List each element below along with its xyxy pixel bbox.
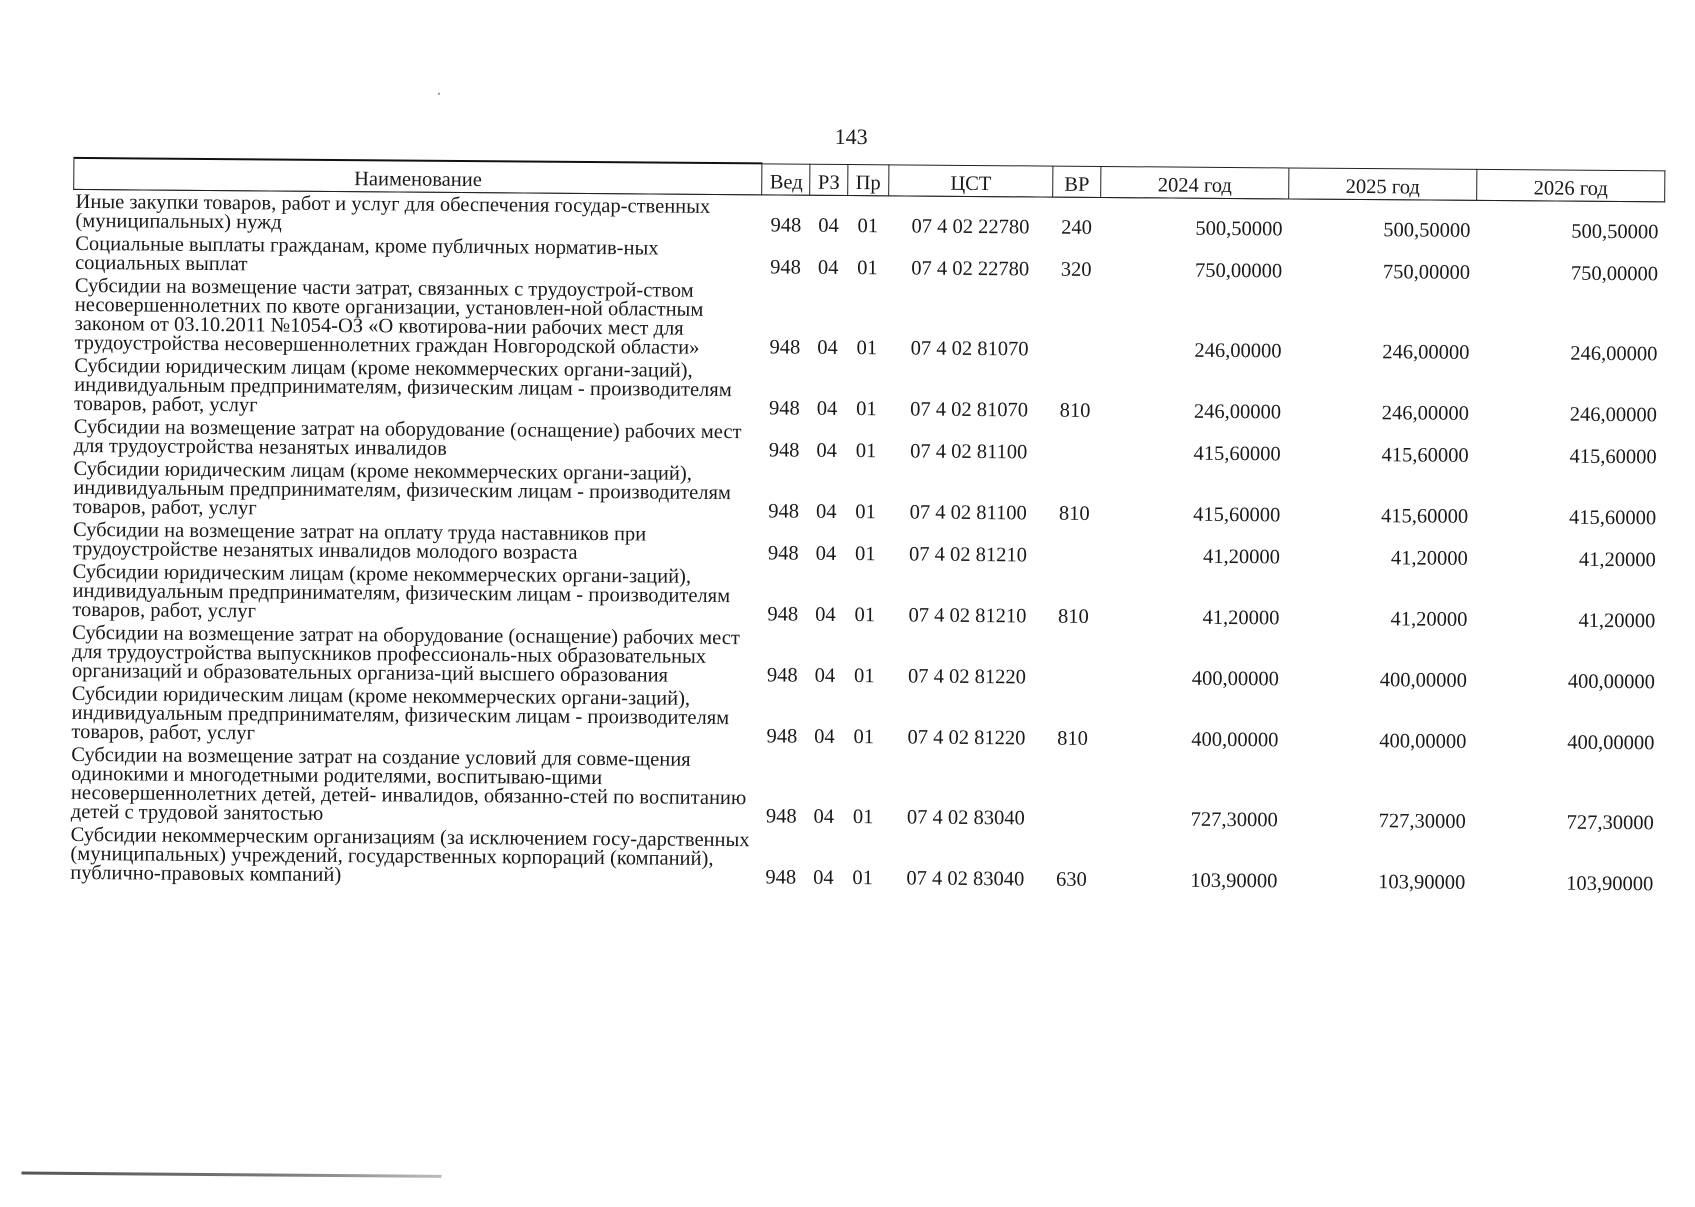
row-amount-2025: 415,60000: [1381, 444, 1469, 467]
row-amount-2025: 750,00000: [1382, 261, 1471, 284]
row-amount-2024: 103,90000: [1190, 869, 1278, 893]
row-ved: 948: [765, 805, 797, 828]
row-vr: [1050, 526, 1098, 568]
row-amount-2024: 246,00000: [1194, 339, 1282, 363]
row-vr: [1048, 751, 1097, 831]
row-vr: 810: [1058, 502, 1090, 525]
row-amount-2026: 246,00000: [1570, 342, 1658, 366]
row-ved: 948: [768, 500, 800, 523]
row-amount-2025: 500,50000: [1383, 219, 1471, 242]
row-ved: 948: [767, 603, 799, 626]
row-amount-2025: 400,00000: [1379, 730, 1467, 753]
row-cst: 07 4 02 81220: [907, 665, 1027, 689]
row-cst: 07 4 02 22780: [911, 215, 1030, 239]
row-amount-2026: 415,60000: [1568, 506, 1657, 530]
row-ved: 948: [767, 542, 799, 565]
row-cst: 07 4 02 81070: [910, 337, 1029, 361]
header-rz: РЗ: [810, 164, 847, 196]
row-name: Субсидии на возмещение затрат на создание условий для совме-щения одинокими и многодетными родителями, воспитываю-щими несовершеннолетних детей, детей- инвалидов, обязанно-стей по воспитанию детей с трудовой занятостью: [70, 743, 747, 825]
header-2026: 2026 год: [1477, 169, 1665, 202]
row-amount-2024: 41,20000: [1202, 545, 1280, 569]
header-2025: 2025 год: [1289, 167, 1477, 200]
row-name: Субсидии юридическим лицам (кроме некоммерческих органи-заций), индивидуальным предпринимателям, физическим лицам - производителям товаров, работ, услуг: [73, 354, 732, 417]
row-name: Субсидии на возмещение части затрат, связанных с трудоустрой-ством несовершеннолетних по квоте организации, установлен-ной областным законом от 03.10.2011 №1054-ОЗ «О квотирова-нии рабочих мест для трудоустройства несовершеннолетних граждан Новгородской области»: [74, 274, 704, 359]
row-amount-2024: 727,30000: [1190, 808, 1278, 832]
header-cst: ЦСТ: [889, 164, 1053, 197]
row-vr: [1051, 423, 1099, 465]
row-pr: 01: [857, 215, 879, 238]
row-amount-2025: 103,90000: [1378, 871, 1466, 894]
row-ved: 948: [768, 397, 800, 420]
row-name: Иные закупки товаров, работ и услуг для обеспечения государ-ственных (муниципальных) нужд: [75, 190, 711, 234]
row-pr: 01: [855, 440, 877, 463]
row-pr: 01: [852, 867, 874, 890]
row-amount-2026: 400,00000: [1567, 670, 1655, 694]
budget-table: [68, 157, 1666, 896]
row-pr: 01: [857, 257, 878, 280]
row-amount-2024: 500,50000: [1195, 217, 1283, 241]
row-amount-2026: 415,60000: [1569, 445, 1657, 469]
row-cst: 07 4 02 81220: [907, 726, 1026, 750]
header-ved: Вед: [762, 163, 810, 195]
row-name: Социальные выплаты гражданам, кроме публичных норматив-ных социальных выплат: [75, 232, 659, 276]
row-amount-2025: 415,60000: [1380, 505, 1469, 528]
row-pr: 01: [854, 543, 876, 566]
row-ved: 948: [769, 336, 801, 359]
row-pr: 01: [853, 665, 875, 688]
row-pr: 01: [855, 501, 876, 524]
table-row: [70, 621, 1661, 694]
header-vr: ВР: [1053, 166, 1101, 198]
page-number: 143: [834, 123, 868, 150]
header-2024: 2024 год: [1101, 166, 1289, 199]
row-pr: 01: [853, 726, 875, 749]
row-vr: [1049, 629, 1098, 690]
row-ved: 948: [770, 256, 802, 279]
row-cst: 07 4 02 83040: [906, 806, 1025, 830]
row-vr: 630: [1055, 868, 1087, 891]
row-amount-2026: 246,00000: [1569, 403, 1658, 427]
row-rz: 04: [816, 439, 838, 462]
row-pr: 01: [852, 806, 874, 829]
row-vr: 810: [1057, 727, 1088, 750]
row-rz: 04: [813, 866, 834, 889]
row-rz: 04: [813, 805, 835, 828]
row-ved: 948: [766, 725, 798, 748]
row-vr: [1051, 282, 1100, 362]
row-cst: 07 4 02 22780: [911, 257, 1030, 281]
row-rz: 04: [815, 500, 837, 523]
row-rz: 04: [817, 336, 838, 359]
table-row: [72, 274, 1664, 366]
row-rz: 04: [815, 542, 837, 565]
row-name: Субсидии юридическим лицам (кроме некоммерческих органи-заций), индивидуальным предпринимателям, физическим лицам - производителям товаров, работ, услуг: [72, 560, 731, 623]
row-pr: 01: [856, 398, 877, 421]
row-vr: 810: [1059, 399, 1091, 422]
table-row: [69, 743, 1661, 835]
row-vr: 320: [1060, 258, 1092, 281]
row-rz: 04: [818, 214, 839, 237]
header-name: Наименование: [74, 158, 763, 195]
row-rz: 04: [814, 664, 836, 687]
table-row: [68, 823, 1659, 896]
row-rz: 04: [816, 397, 838, 420]
row-pr: 01: [856, 337, 878, 360]
row-ved: 948: [768, 439, 800, 462]
row-rz: 04: [815, 603, 836, 626]
row-cst: 07 4 02 81210: [908, 543, 1027, 567]
row-amount-2025: 41,20000: [1390, 608, 1468, 631]
row-rz: 04: [814, 725, 835, 748]
table-body: [68, 189, 1664, 896]
row-cst: 07 4 02 81100: [909, 501, 1027, 525]
row-amount-2025: 246,00000: [1381, 402, 1470, 425]
row-name: Субсидии на возмещение затрат на оборудование (оснащение) рабочих мест для трудоустройства незанятых инвалидов: [73, 415, 742, 460]
row-ved: 948: [770, 214, 802, 237]
row-amount-2025: 246,00000: [1382, 341, 1470, 364]
row-name: Субсидии юридическим лицам (кроме некоммерческих органи-заций), индивидуальным предпринимателям, физическим лицам - производителям товаров, работ, услуг: [73, 457, 732, 520]
footer-rule: [21, 1172, 441, 1178]
row-name: Субсидии юридическим лицам (кроме некоммерческих органи-заций), индивидуальным предпринимателям, физическим лицам - производителям товаров, работ, услуг: [71, 682, 730, 745]
row-amount-2025: 400,00000: [1379, 669, 1467, 692]
row-name: Субсидии на возмещение затрат на оборудование (оснащение) рабочих мест для трудоустройства выпускников профессиональ-ных образовательных организаций и образовательных организа-ций высшего образования: [71, 621, 740, 687]
row-name: Субсидии некоммерческим организациям (за исключением госу-дарственных (муниципальных) учреждений, государственных корпораций (компаний), публично-правовых компаний): [70, 823, 750, 887]
row-cst: 07 4 02 81210: [908, 604, 1027, 628]
row-amount-2024: 750,00000: [1194, 259, 1283, 283]
row-ved: 948: [765, 866, 797, 889]
row-pr: 01: [854, 604, 876, 627]
row-name: Субсидии на возмещение затрат на оплату труда наставников при трудоустройстве незанятых инвалидов молодого возраста: [72, 518, 647, 564]
row-amount-2024: 41,20000: [1202, 606, 1280, 630]
row-cst: 07 4 02 83040: [906, 867, 1025, 891]
row-amount-2026: 727,30000: [1566, 811, 1654, 835]
row-amount-2026: 41,20000: [1578, 609, 1656, 633]
header-pr: Пр: [847, 164, 889, 196]
row-amount-2026: 41,20000: [1578, 548, 1656, 572]
row-amount-2026: 750,00000: [1570, 262, 1659, 286]
row-rz: 04: [817, 256, 839, 279]
row-cst: 07 4 02 81100: [910, 440, 1028, 464]
row-amount-2024: 415,60000: [1193, 442, 1281, 466]
row-amount-2025: 41,20000: [1390, 547, 1468, 570]
row-amount-2026: 400,00000: [1567, 731, 1655, 755]
row-amount-2024: 246,00000: [1193, 400, 1282, 424]
row-ved: 948: [766, 664, 798, 687]
row-vr: 810: [1057, 605, 1089, 628]
row-amount-2024: 400,00000: [1191, 728, 1279, 752]
row-amount-2024: 400,00000: [1191, 667, 1280, 691]
row-amount-2026: 500,50000: [1571, 220, 1659, 244]
row-cst: 07 4 02 81070: [910, 398, 1029, 422]
row-amount-2025: 727,30000: [1378, 810, 1466, 833]
row-amount-2024: 415,60000: [1193, 503, 1281, 527]
scan-speck: [438, 93, 440, 95]
row-vr: 240: [1061, 216, 1092, 239]
row-amount-2026: 103,90000: [1566, 872, 1654, 896]
